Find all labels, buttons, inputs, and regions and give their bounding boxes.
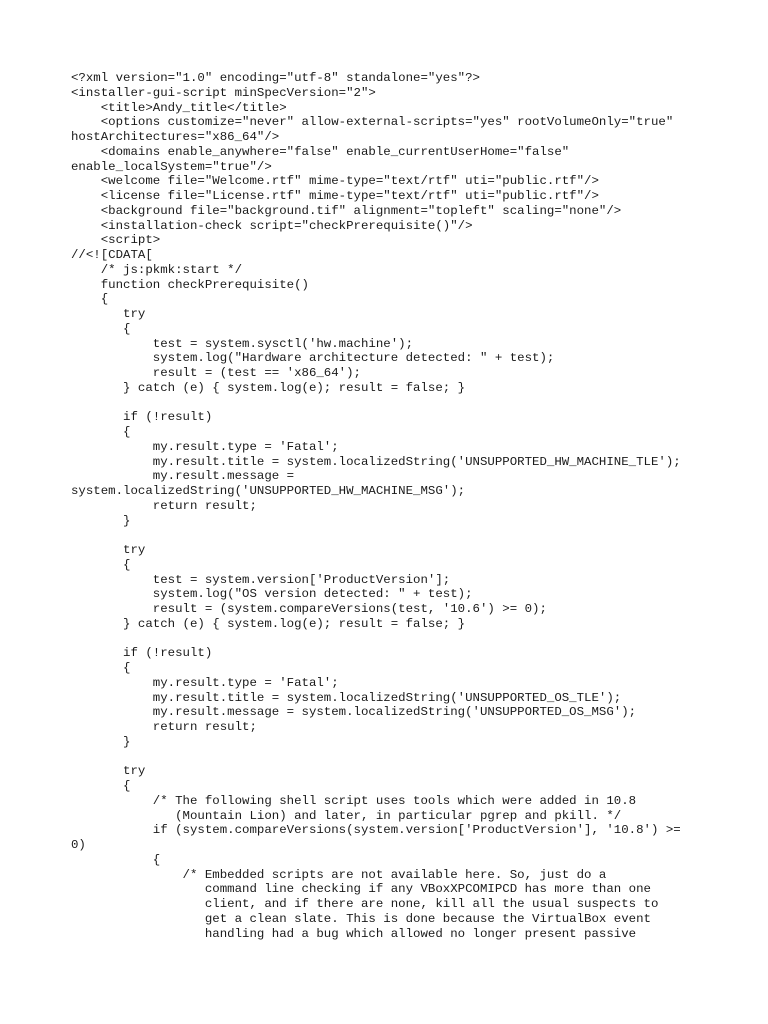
code-line: } — [71, 513, 131, 528]
code-line: if (!result) — [71, 646, 213, 661]
code-line: my.result.title = system.localizedString('UNSUPPORTED_OS_TLE'); — [71, 690, 622, 705]
code-line: system.log("Hardware architecture detected: " + test); — [71, 351, 555, 366]
code-line: function checkPrerequisite() — [71, 277, 309, 292]
code-line: result = (test == 'x86_64'); — [71, 366, 361, 380]
code-line: my.result.message = system.localizedString('UNSUPPORTED_OS_MSG'); — [71, 705, 637, 720]
code-line: test = system.version['ProductVersion']; — [71, 572, 451, 587]
code-line: //<![CDATA[ — [71, 248, 153, 262]
code-line — [71, 750, 751, 765]
code-line: /* js:pkmk:start */ — [71, 262, 243, 277]
code-line: <installation-check script="checkPrerequisite()"/> — [71, 218, 473, 233]
code-line — [71, 632, 751, 647]
code-line: { — [71, 321, 131, 336]
code-line: system.localizedString('UNSUPPORTED_HW_MACHINE_MSG'); — [71, 484, 466, 498]
code-line: } catch (e) { system.log(e); result = false; } — [71, 616, 466, 631]
code-line: get a clean slate. This is done because the VirtualBox event — [71, 911, 651, 926]
code-line: <options customize="never" allow-external-scripts="yes" rootVolumeOnly="true" — [71, 115, 674, 130]
code-line: test = system.sysctl('hw.machine'); — [71, 336, 414, 351]
code-line: } — [71, 734, 131, 749]
code-line: client, and if there are none, kill all the usual suspects to — [71, 897, 659, 911]
code-line — [71, 528, 751, 543]
code-line: (Mountain Lion) and later, in particular pgrep and pkill. */ — [71, 808, 622, 823]
code-line: my.result.message = — [71, 469, 295, 484]
code-line: try — [71, 543, 146, 557]
code-line: { — [71, 661, 131, 675]
code-line: { — [71, 852, 161, 867]
code-line: my.result.title = system.localizedString('UNSUPPORTED_HW_MACHINE_TLE'); — [71, 454, 681, 469]
code-line: { — [71, 779, 131, 793]
code-line: enable_localSystem="true"/> — [71, 159, 272, 174]
code-line: <installer-gui-script minSpecVersion="2"> — [71, 85, 376, 100]
code-line: command line checking if any VBoxXPCOMIPCD has more than one — [71, 882, 651, 897]
code-line: try — [71, 307, 146, 321]
code-line: my.result.type = 'Fatal'; — [71, 675, 339, 690]
code-line: handling had a bug which allowed no longer present passive — [71, 926, 637, 941]
code-line: return result; — [71, 720, 257, 734]
code-line: { — [71, 292, 109, 307]
code-line: return result; — [71, 498, 257, 513]
code-line: } catch (e) { system.log(e); result = false; } — [71, 380, 466, 395]
code-line: my.result.type = 'Fatal'; — [71, 439, 339, 454]
code-line: <?xml version="1.0" encoding="utf-8" standalone="yes"?> — [71, 71, 480, 85]
code-line: if (system.compareVersions(system.version['ProductVersion'], '10.8') >= — [71, 823, 681, 838]
code-line: { — [71, 557, 131, 572]
code-line: <domains enable_anywhere="false" enable_currentUserHome="false" — [71, 144, 570, 159]
code-line: if (!result) — [71, 410, 213, 425]
code-line: system.log("OS version detected: " + test); — [71, 587, 473, 602]
code-listing — [71, 71, 751, 941]
code-line: <title>Andy_title</title> — [71, 100, 287, 115]
code-line — [71, 396, 751, 411]
code-line: <license file="License.rtf" mime-type="text/rtf" uti="public.rtf"/> — [71, 189, 599, 203]
code-line: /* The following shell script uses tools which were added in 10.8 — [71, 793, 637, 808]
code-line: result = (system.compareVersions(test, '10.6') >= 0); — [71, 602, 547, 616]
code-line: <background file="background.tif" alignment="topleft" scaling="none"/> — [71, 203, 622, 218]
code-line: { — [71, 425, 131, 439]
code-line: <welcome file="Welcome.rtf" mime-type="text/rtf" uti="public.rtf"/> — [71, 174, 599, 189]
code-line: /* Embedded scripts are not available here. So, just do a — [71, 867, 607, 882]
code-line: <script> — [71, 233, 161, 248]
code-line: 0) — [71, 838, 86, 852]
code-line: try — [71, 764, 146, 779]
code-line: hostArchitectures="x86_64"/> — [71, 130, 280, 144]
